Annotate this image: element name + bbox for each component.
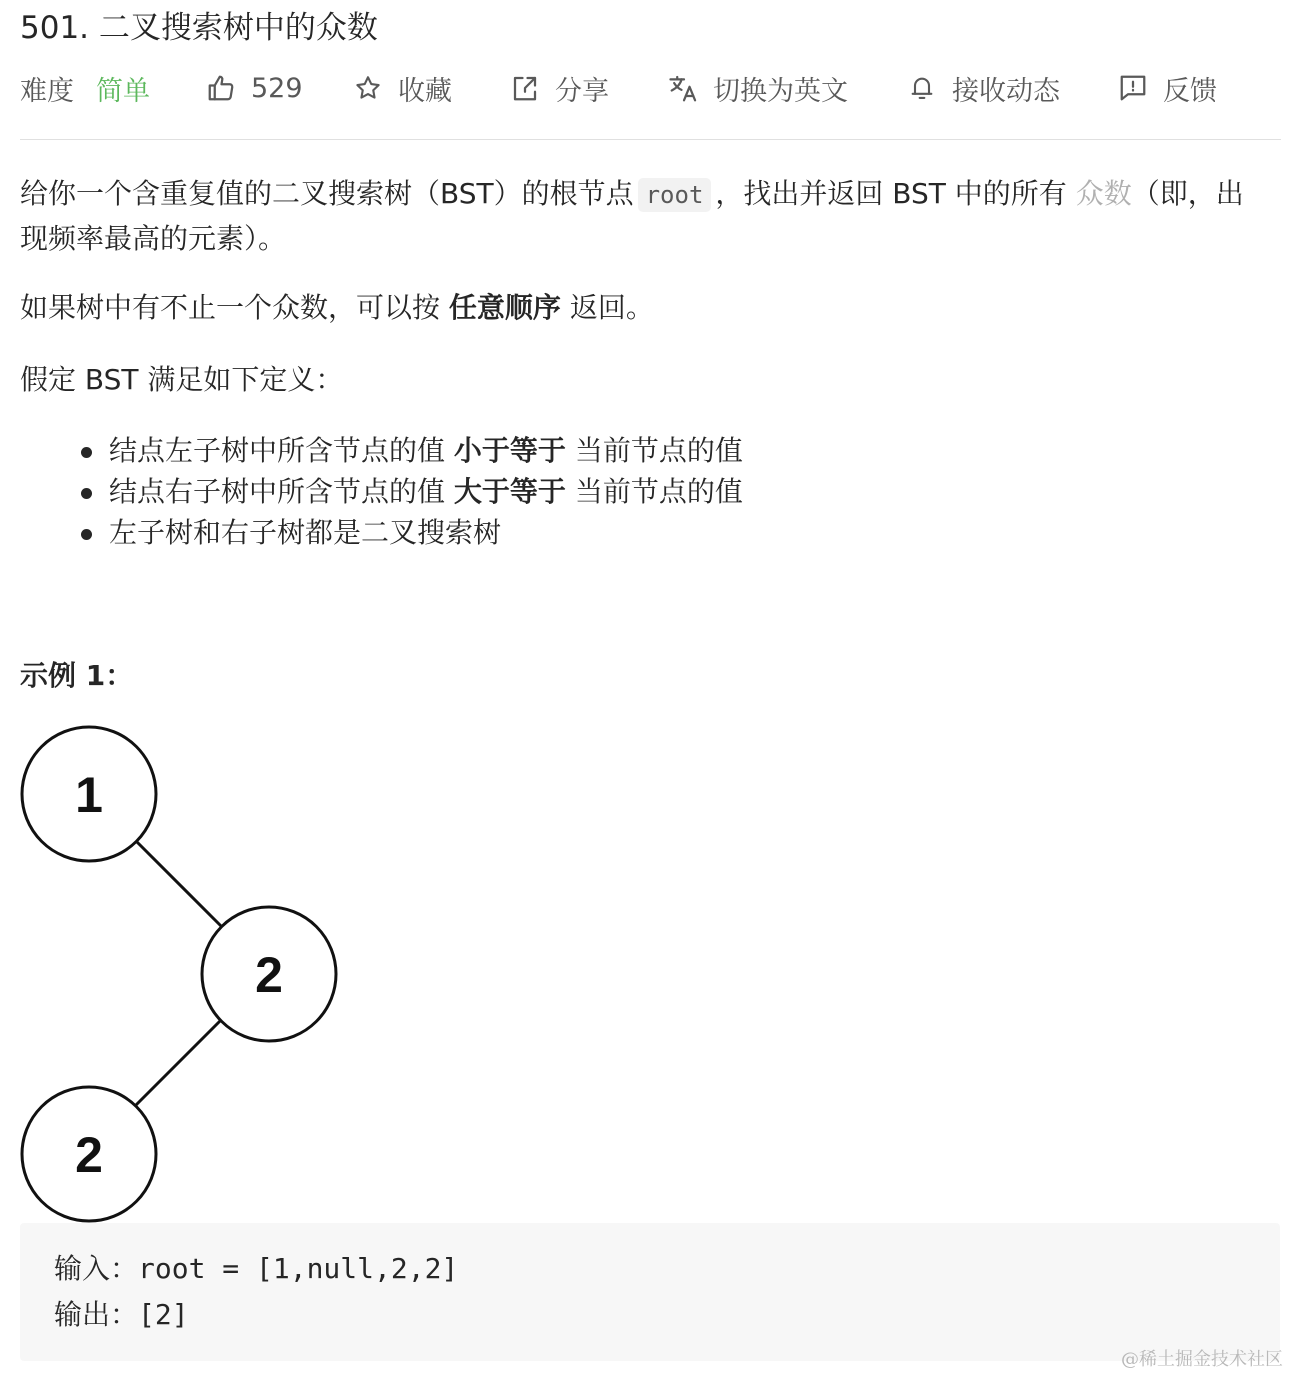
list-item (78, 512, 743, 553)
bell-icon (908, 73, 936, 103)
favorite-label: 收藏 (398, 75, 452, 107)
share-label: 分享 (555, 75, 609, 107)
example-title: 示例 1： (20, 659, 134, 692)
description-paragraph-1 (20, 172, 1270, 261)
translate-icon (668, 73, 700, 103)
example-output: 输出：[2] (54, 1298, 189, 1331)
text: 结点右子树中所含节点的值 (109, 475, 446, 508)
text: ，找出并返回 BST 中的所有 (715, 177, 1067, 210)
feedback-label: 反馈 (1163, 75, 1217, 107)
like-count: 529 (251, 72, 303, 104)
switch-language-button[interactable] (668, 64, 848, 112)
difficulty-value: 简单 (96, 75, 150, 107)
share-icon (510, 73, 540, 103)
watermark: @稀土掘金技术社区 (1121, 1349, 1283, 1370)
example-input: 输入：root = [1,null,2,2] (54, 1252, 459, 1285)
text: 左子树和右子树都是二叉搜索树 (109, 516, 502, 549)
description-paragraph-2 (20, 286, 654, 330)
tree-edge (136, 841, 221, 926)
example-code-block (20, 1223, 1280, 1361)
subscribe-button[interactable] (908, 64, 1060, 112)
divider (20, 139, 1281, 140)
bold-text: 任意顺序 (448, 291, 561, 324)
text: 当前节点的值 (574, 434, 743, 467)
share-button[interactable] (510, 64, 609, 112)
thumbs-up-icon (206, 73, 236, 103)
bold-text: 小于等于 (453, 434, 566, 467)
message-icon (1118, 73, 1148, 103)
bst-definition-list (78, 430, 743, 553)
list-item (78, 430, 743, 471)
inline-code-root: root (638, 178, 712, 212)
difficulty-label: 难度 (20, 75, 74, 107)
tree-edge (136, 1020, 221, 1105)
list-item (78, 471, 743, 512)
text: 如果树中有不止一个众数，可以按 (20, 291, 441, 324)
tree-node-label: 2 (75, 1127, 103, 1183)
like-button[interactable] (206, 64, 303, 112)
text: 返回。 (569, 291, 654, 324)
text: （即，出现频率最高的元素）。 (20, 177, 1244, 255)
text: 结点左子树中所含节点的值 (109, 434, 446, 467)
bold-text: 大于等于 (453, 475, 566, 508)
star-icon (354, 74, 382, 102)
example-tree-diagram (18, 723, 342, 1223)
tree-node-label: 1 (75, 767, 103, 823)
subscribe-label: 接收动态 (952, 75, 1060, 107)
tree-node-label: 2 (255, 947, 283, 1003)
feedback-button[interactable] (1118, 64, 1217, 112)
mode-link[interactable]: 众数 (1075, 177, 1132, 210)
difficulty (20, 64, 150, 112)
problem-title: 501. 二叉搜索树中的众数 (20, 10, 378, 46)
favorite-button[interactable] (354, 64, 452, 112)
switch-language-label: 切换为英文 (713, 75, 848, 107)
problem-meta-bar (20, 64, 1282, 112)
text: 给你一个含重复值的二叉搜索树（BST）的根节点 (20, 177, 634, 210)
description-paragraph-3: 假定 BST 满足如下定义： (20, 363, 344, 396)
text: 当前节点的值 (574, 475, 743, 508)
